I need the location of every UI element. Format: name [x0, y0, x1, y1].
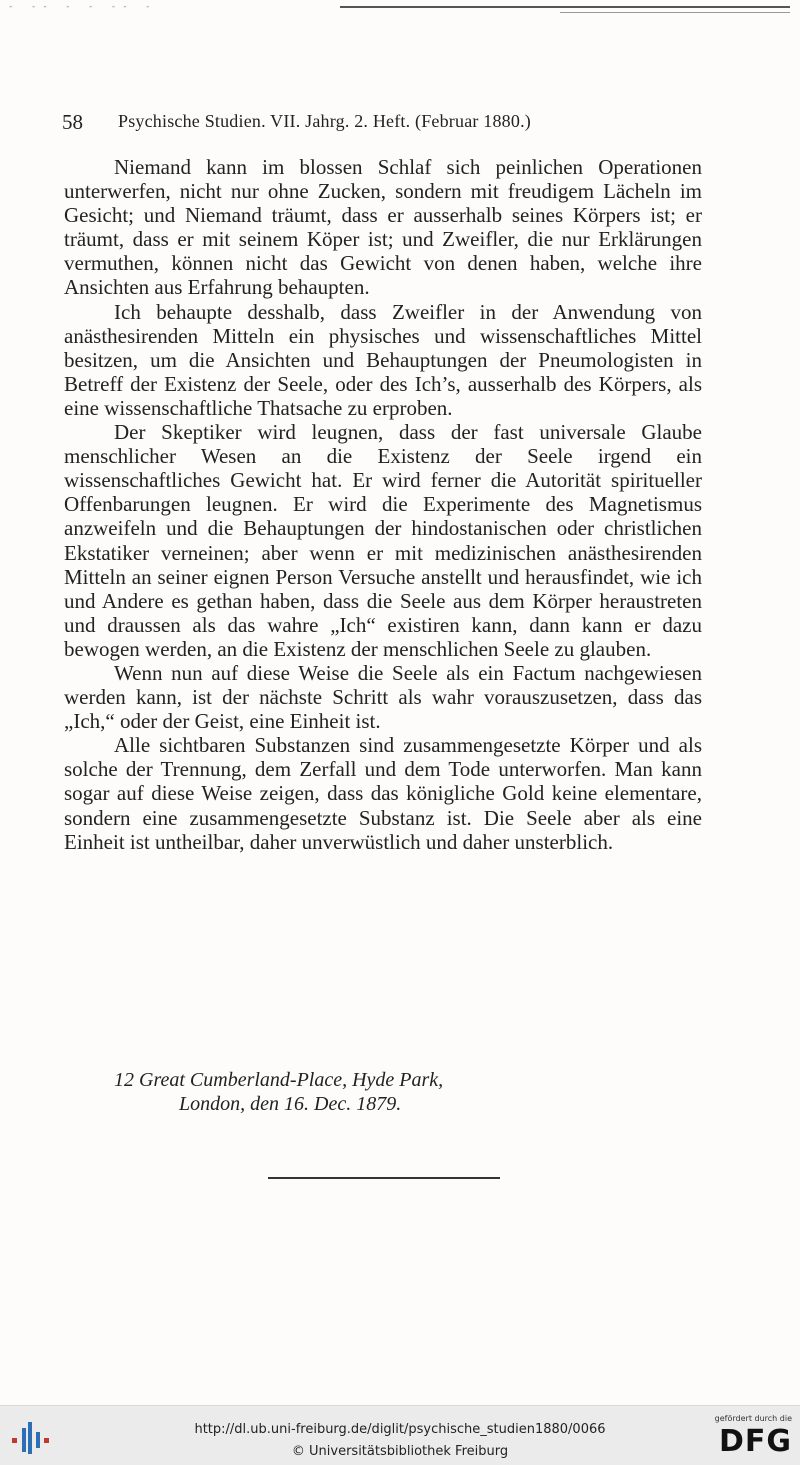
- scan-top-rule-thin: [560, 12, 790, 13]
- funded-by-label: gefördert durch die: [714, 1414, 792, 1423]
- page-header: [62, 110, 662, 140]
- page-number: 58: [62, 110, 83, 134]
- copyright-notice: © Universitätsbibliothek Freiburg: [291, 1444, 509, 1459]
- dfg-logo[interactable]: [702, 1414, 792, 1462]
- scan-top-rule: [340, 6, 790, 8]
- end-rule: [268, 1177, 500, 1179]
- viewer-footer: [0, 1405, 800, 1465]
- signature-address: 12 Great Cumberland-Place, Hyde Park,: [114, 1069, 444, 1091]
- dfg-mark: DFG: [718, 1424, 792, 1459]
- running-head: Psychische Studien. VII. Jahrg. 2. Heft. (Februar 1880.): [118, 111, 531, 131]
- scan-artifact-marks: - -- - - -- -: [8, 2, 157, 12]
- paragraph-5: Alle sichtbaren Substanzen sind zusammengesetzte Körper und als solche der Trennung, dem Zerfall und dem Tode unterworfen. Man kann sogar auf diese Weise zeigen, dass das königliche Gold keine elementare, sondern eine zusammengesetzte Substanz ist. Die Seele aber als eine Einheit ist untheilbar, daher unverwüstlich und daher unsterblich.: [64, 733, 702, 854]
- signature-date: London, den 16. Dec. 1879.: [179, 1093, 402, 1115]
- paragraph-3: Der Skeptiker wird leugnen, dass der fast universale Glaube menschlicher Wesen an die Existenz der Seele irgend ein wissenschaftliches Gewicht hat. Er wird ferner die Autorität spiritueller Offenbarungen leugnen. Er wird die Experimente des Magnetismus anzweifeln und die Behauptungen der hindostanischen oder christlichen Ekstatiker verneinen; aber wenn er mit medizinischen anästhesirenden Mitteln an seiner eignen Person Versuche anstellt und herausfindet, wie ich und Andere es gethan haben, dass die Seele aus dem Körper heraustreten und draussen als das wahre „Ich“ existiren kann, dann kann er dazu bewogen werden, an die Existenz der menschlichen Seele zu glauben.: [64, 420, 702, 661]
- permalink-url[interactable]: http://dl.ub.uni-freiburg.de/diglit/psychische_studien1880/0066: [194, 1422, 606, 1437]
- paragraph-2: Ich behaupte desshalb, dass Zweifler in der Anwendung von anästhesirenden Mitteln ein physisches und wissenschaftliches Mittel besitzen, um die Ansichten und Behauptungen der Pneumologisten in Betreff der Existenz der Seele, oder des Ich’s, ausserhalb des Körpers, als eine wissenschaftliche Thatsache zu erproben.: [64, 299, 702, 420]
- paragraph-1: Niemand kann im blossen Schlaf sich peinlichen Operationen unterwerfen, nicht nur ohne Zucken, sondern mit freudigem Lächeln im Gesicht; und Niemand träumt, dass er ausserhalb seines Körpers ist; er träumt, dass er mit seinem Köper ist; und Zweifler, die nur Erklärungen vermuthen, können nicht das Gewicht von denen haben, welche ihre Ansichten aus Erfahrung behaupten.: [64, 155, 702, 300]
- body-text: [64, 155, 702, 854]
- paragraph-4: Wenn nun auf diese Weise die Seele als ein Factum nachgewiesen werden kann, ist der nächste Schritt als wahr vorauszusetzen, dass das „Ich,“ oder der Geist, eine Einheit ist.: [64, 660, 702, 734]
